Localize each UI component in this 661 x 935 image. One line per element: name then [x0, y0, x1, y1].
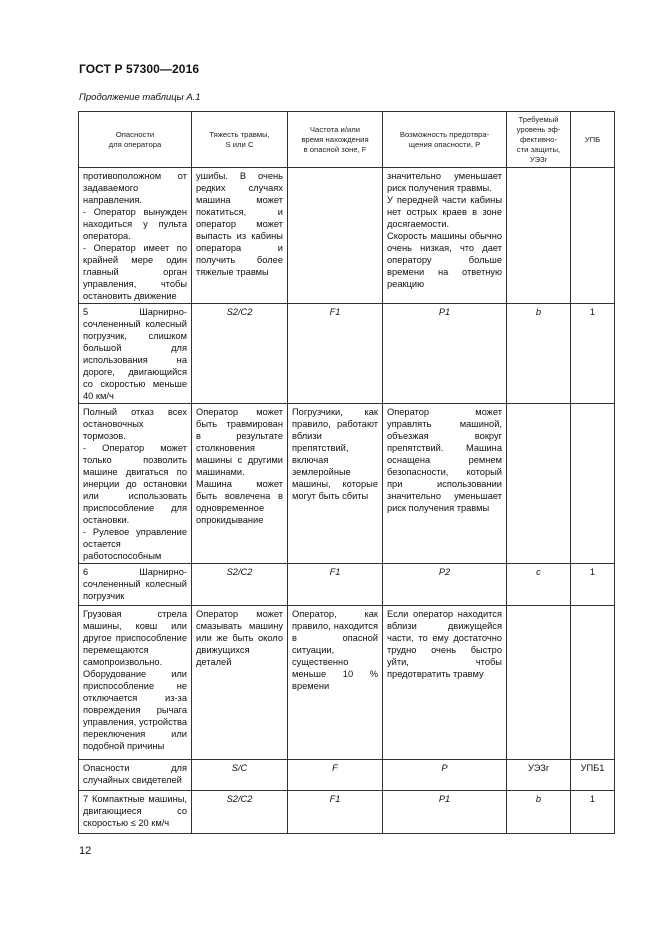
required-level-cell: b — [507, 304, 571, 404]
hazard-cell: 7 Компактные машины, двигающиеся со скоростью ≤ 20 км/ч — [79, 791, 192, 834]
avoidance-cell: значительно уменьшает риск получения травмы. У передней части кабины нет острых краев в зоне досягаемости. Скорость машины обычно очень низкая, что дает оператору больше времени на ответную реакцию — [383, 168, 507, 304]
hazard-cell: Полный отказ всех остановочных тормозов. - Оператор может только позволить машине двигаться по инерции до остановки или использовать приспособление для остановки. - Рулевое управление остается работоспособным — [79, 404, 192, 564]
avoidance-cell: Если оператор находится вблизи движущейся части, то ему достаточно трудно очень быстро уйти, чтобы предотвратить травму — [383, 606, 507, 760]
avoidance-cell: P1 — [383, 304, 507, 404]
table-row — [79, 168, 615, 304]
column-header-severity: Тяжесть травмы, S или C — [192, 112, 288, 168]
column-header-upb: УПБ — [571, 112, 615, 168]
severity-cell: S/C — [192, 760, 288, 791]
column-header-required-level: Требуемый уровень эф- фективно- сти защиты, УЭЗr — [507, 112, 571, 168]
required-level-cell — [507, 168, 571, 304]
table-row — [79, 760, 615, 791]
upb-cell — [571, 168, 615, 304]
standard-title: ГОСТ Р 57300—2016 — [79, 62, 200, 76]
upb-cell: 1 — [571, 304, 615, 404]
table-row — [79, 564, 615, 606]
table-continuation-caption: Продолжение таблицы А.1 — [79, 92, 201, 103]
table-row — [79, 404, 615, 564]
hazard-table — [78, 111, 615, 834]
severity-cell: S2/C2 — [192, 791, 288, 834]
column-header-hazards: Опасности для оператора — [79, 112, 192, 168]
avoidance-cell: P1 — [383, 791, 507, 834]
table-header-row — [79, 112, 615, 168]
frequency-cell — [288, 168, 383, 304]
required-level-cell: b — [507, 791, 571, 834]
required-level-cell: УЭЗr — [507, 760, 571, 791]
page-number: 12 — [79, 845, 92, 857]
frequency-cell: Оператор, как правило, находится в опасной ситуации, существенно меньше 10 % времени — [288, 606, 383, 760]
frequency-cell: F1 — [288, 304, 383, 404]
required-level-cell — [507, 606, 571, 760]
upb-cell — [571, 606, 615, 760]
hazard-cell: Грузовая стрела машины, ковш или другое приспособление перемещаются самопроизвольно. Оборудование или приспособление не отключается из-за повреждения рычага управления, устройства переключения или подобной причины — [79, 606, 192, 760]
hazard-cell: противоположном от задаваемого направления. - Оператор вынужден находиться у пульта оператора. - Оператор имеет по крайней мере один главный орган управления, чтобы остановить движение — [79, 168, 192, 304]
hazard-cell: Опасности для случайных свидетелей — [79, 760, 192, 791]
avoidance-cell: P2 — [383, 564, 507, 606]
required-level-cell: c — [507, 564, 571, 606]
frequency-cell: F1 — [288, 791, 383, 834]
avoidance-cell: Оператор может управлять машиной, объезжая вокруг препятствий. Машина оснащена ремнем безопасности, который при использовании значительно уменьшает риск получения травмы — [383, 404, 507, 564]
upb-cell: УПБ1 — [571, 760, 615, 791]
column-header-frequency: Частота и/или время нахождения в опасной зоне, F — [288, 112, 383, 168]
hazard-cell: 6 Шарнирно-сочлененный колесный погрузчик — [79, 564, 192, 606]
severity-cell: Оператор может быть травмирован в результате столкновения машины с другими машинами. Машина может быть вовлечена в одновременное опрокидывание — [192, 404, 288, 564]
upb-cell — [571, 404, 615, 564]
frequency-cell: Погрузчики, как правило, работают вблизи препятствий, включая землеройные машины, которые могут быть сбиты — [288, 404, 383, 564]
required-level-cell — [507, 404, 571, 564]
table-row — [79, 606, 615, 760]
severity-cell: S2/C2 — [192, 304, 288, 404]
table-row — [79, 304, 615, 404]
severity-cell: S2/C2 — [192, 564, 288, 606]
table-row — [79, 791, 615, 834]
frequency-cell: F — [288, 760, 383, 791]
severity-cell: ушибы. В очень редких случаях машина может покатиться, и оператор может выпасть из кабины оператора и получить более тяжелые травмы — [192, 168, 288, 304]
column-header-avoidance: Возможность предотвра- щения опасности, P — [383, 112, 507, 168]
avoidance-cell: P — [383, 760, 507, 791]
upb-cell: 1 — [571, 791, 615, 834]
hazard-cell: 5 Шарнирно-сочлененный колесный погрузчик, слишком большой для использования на дороге, двигающийся со скоростью меньше 40 км/ч — [79, 304, 192, 404]
frequency-cell: F1 — [288, 564, 383, 606]
upb-cell: 1 — [571, 564, 615, 606]
severity-cell: Оператор может смазывать машину или же быть около движущихся деталей — [192, 606, 288, 760]
